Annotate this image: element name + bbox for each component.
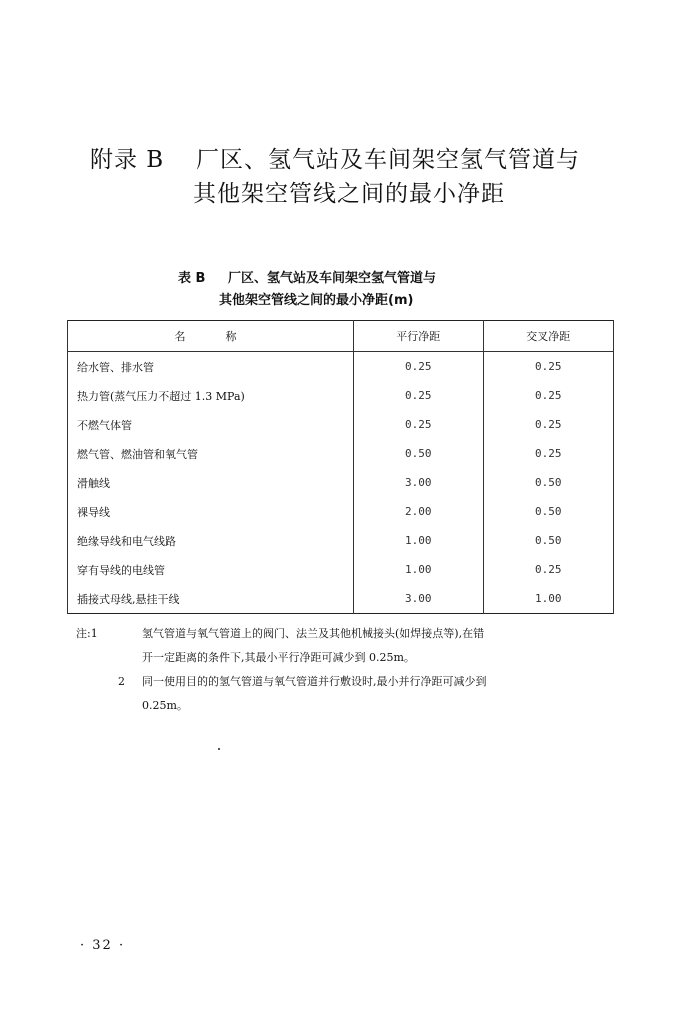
row-cross: 1.00: [483, 584, 613, 614]
row-name: 热力管(蒸气压力不超过 1.3 MPa): [68, 381, 354, 410]
note-text-line: 开一定距离的条件下,其最小平行净距可减少到 0.25m。: [142, 651, 415, 664]
row-parallel: 2.00: [354, 497, 484, 526]
row-parallel: 1.00: [354, 555, 484, 584]
note-number: 2: [118, 675, 125, 688]
row-name: 插接式母线,悬挂干线: [68, 584, 354, 614]
row-cross: 0.25: [483, 381, 613, 410]
header-parallel: 平行净距: [354, 321, 484, 352]
row-cross: 0.25: [483, 352, 613, 382]
table-row: [68, 352, 614, 382]
table-label: 表 B: [178, 271, 206, 286]
table-row: [68, 526, 614, 555]
table-row: [68, 439, 614, 468]
scan-speck: [218, 748, 220, 750]
table-row: [68, 410, 614, 439]
header-cross: 交叉净距: [483, 321, 613, 352]
note-text-line: 0.25m。: [142, 699, 188, 712]
note-item: [76, 670, 636, 718]
row-cross: 0.25: [483, 555, 613, 584]
row-name: 滑触线: [68, 468, 354, 497]
row-parallel: 0.25: [354, 352, 484, 382]
header-name: 名称: [68, 321, 354, 352]
table-row: [68, 381, 614, 410]
row-cross: 0.25: [483, 439, 613, 468]
row-cross: 0.50: [483, 468, 613, 497]
row-name: 绝缘导线和电气线路: [68, 526, 354, 555]
note-text-line: 氢气管道与氧气管道上的阀门、法兰及其他机械接头(如焊接点等),在错: [142, 627, 485, 640]
note-item: [76, 622, 636, 670]
row-name: 给水管、排水管: [68, 352, 354, 382]
row-cross: 0.50: [483, 497, 613, 526]
table-notes: [76, 622, 636, 718]
row-name: 裸导线: [68, 497, 354, 526]
row-parallel: 3.00: [354, 468, 484, 497]
row-cross: 0.50: [483, 526, 613, 555]
table-caption-line2: 其他架空管线之间的最小净距(m): [219, 293, 414, 308]
note-text-line: 同一使用目的的氢气管道与氧气管道并行敷设时,最小并行净距可减少到: [142, 675, 487, 688]
table-header-row: [68, 321, 614, 352]
row-name: 不燃气体管: [68, 410, 354, 439]
page-number: · 32 ·: [80, 938, 126, 953]
table-caption-line1: [178, 268, 436, 290]
row-parallel: 3.00: [354, 584, 484, 614]
row-name: 燃气管、燃油管和氧气管: [68, 439, 354, 468]
table-row: [68, 497, 614, 526]
row-parallel: 0.25: [354, 381, 484, 410]
table-row: [68, 584, 614, 614]
row-cross: 0.25: [483, 410, 613, 439]
row-parallel: 1.00: [354, 526, 484, 555]
row-parallel: 0.25: [354, 410, 484, 439]
appendix-title-line1: [90, 143, 580, 177]
table-row: [68, 468, 614, 497]
row-name: 穿有导线的电线管: [68, 555, 354, 584]
table-caption-text1: 厂区、氢气站及车间架空氢气管道与: [228, 271, 437, 286]
table-row: [68, 555, 614, 584]
appendix-label: 附录 B: [90, 147, 165, 173]
note-number: 注:1: [76, 627, 98, 640]
appendix-title-line2: 其他架空管线之间的最小净距: [193, 181, 505, 207]
appendix-title-text1: 厂区、氢气站及车间架空氢气管道与: [196, 147, 580, 173]
spacing-table: [67, 320, 614, 614]
row-parallel: 0.50: [354, 439, 484, 468]
